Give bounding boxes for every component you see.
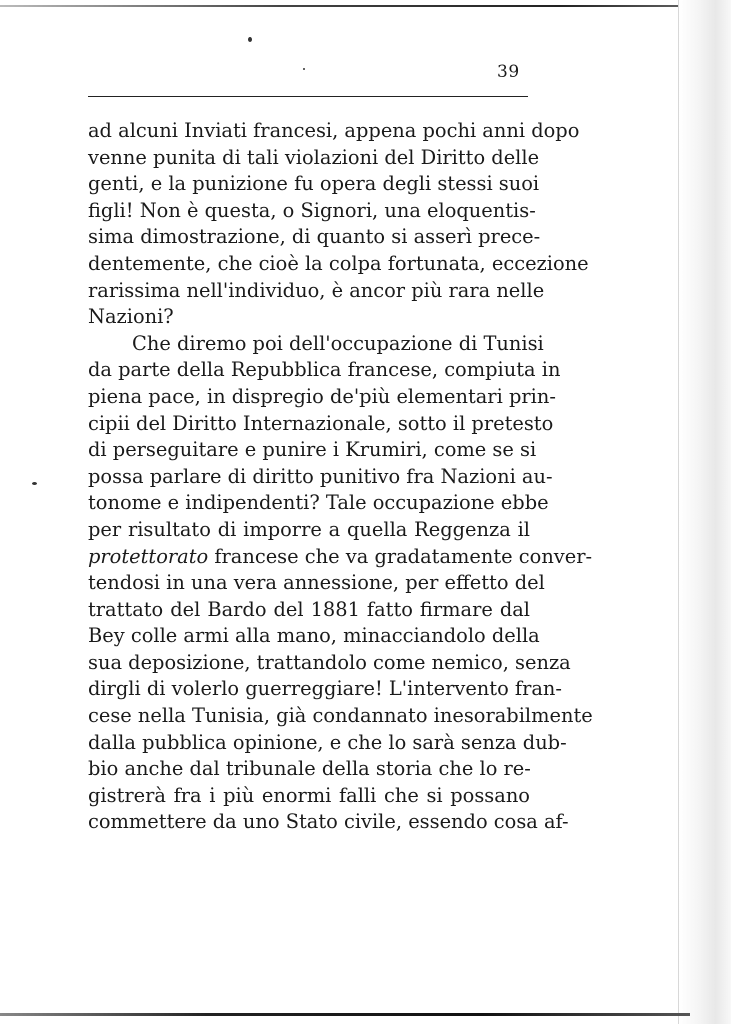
text-line: da parte della Repubblica francese, compiuta in	[88, 358, 561, 382]
text-line: Che diremo poi dell'occupazione di Tunisi	[132, 331, 544, 355]
text-line: commettere da uno Stato civile, essendo cosa af-	[88, 810, 569, 834]
header-rule	[88, 96, 528, 97]
text-line: possa parlare di diritto punitivo fra Nazioni au-	[88, 464, 553, 488]
page-right-margin	[678, 0, 731, 1024]
text-line: rarissima nell'individuo, è ancor più rara nelle	[88, 278, 545, 302]
text-line: piena pace, in dispregio de'più elementari prin-	[88, 384, 556, 408]
text-line: di perseguitare e punire i Krumiri, come se si	[88, 438, 537, 462]
text-line: cese nella Tunisia, già condannato inesorabilmente	[88, 704, 593, 728]
text-line: sima dimostrazione, di quanto si asserì prece-	[88, 225, 541, 249]
text-line: genti, e la punizione fu opera degli stessi suoi	[88, 172, 540, 196]
italic-term: protettorato	[88, 544, 209, 568]
page-top-edge	[0, 5, 700, 7]
page-bottom-edge	[0, 1013, 690, 1016]
text-line: Nazioni?	[88, 305, 174, 329]
ink-speck	[248, 37, 252, 42]
page-number: 39	[497, 62, 520, 82]
text-line: dentemente, che cioè la colpa fortunata, eccezione	[88, 251, 589, 275]
text-line: dirgli di volerlo guerreggiare! L'intervento fran-	[88, 677, 562, 701]
text-line: Bey colle armi alla mano, minacciandolo della	[88, 624, 540, 648]
text-line: per risultato di imporre a quella Reggenza il	[88, 517, 530, 541]
text-line: dalla pubblica opinione, e che lo sarà senza dub-	[88, 730, 567, 754]
text-line: gistrerà fra i più enormi falli che si possano	[88, 783, 530, 807]
text-line	[88, 544, 593, 571]
text-line: tendosi in una vera annessione, per effetto del	[88, 571, 545, 595]
body-text	[88, 118, 593, 836]
text-line: figli! Non è questa, o Signori, una eloquentis-	[88, 198, 536, 222]
text-line: sua deposizione, trattandolo come nemico, senza	[88, 650, 571, 674]
text-line: tonome e indipendenti? Tale occupazione ebbe	[88, 491, 549, 515]
ink-speck	[303, 68, 305, 70]
text-line: ad alcuni Inviati francesi, appena pochi anni dopo	[88, 119, 580, 142]
text-line: venne punita di tali violazioni del Diritto delle	[88, 145, 540, 169]
text-line: bio anche dal tribunale della storia che lo re-	[88, 757, 531, 781]
text-line: trattato del Bardo del 1881 fatto firmare dal	[88, 597, 530, 621]
text-line: cipii del Diritto Internazionale, sotto il pretesto	[88, 411, 554, 435]
text-fragment: francese che va gradatamente conver-	[208, 544, 593, 568]
ink-speck	[32, 482, 37, 485]
